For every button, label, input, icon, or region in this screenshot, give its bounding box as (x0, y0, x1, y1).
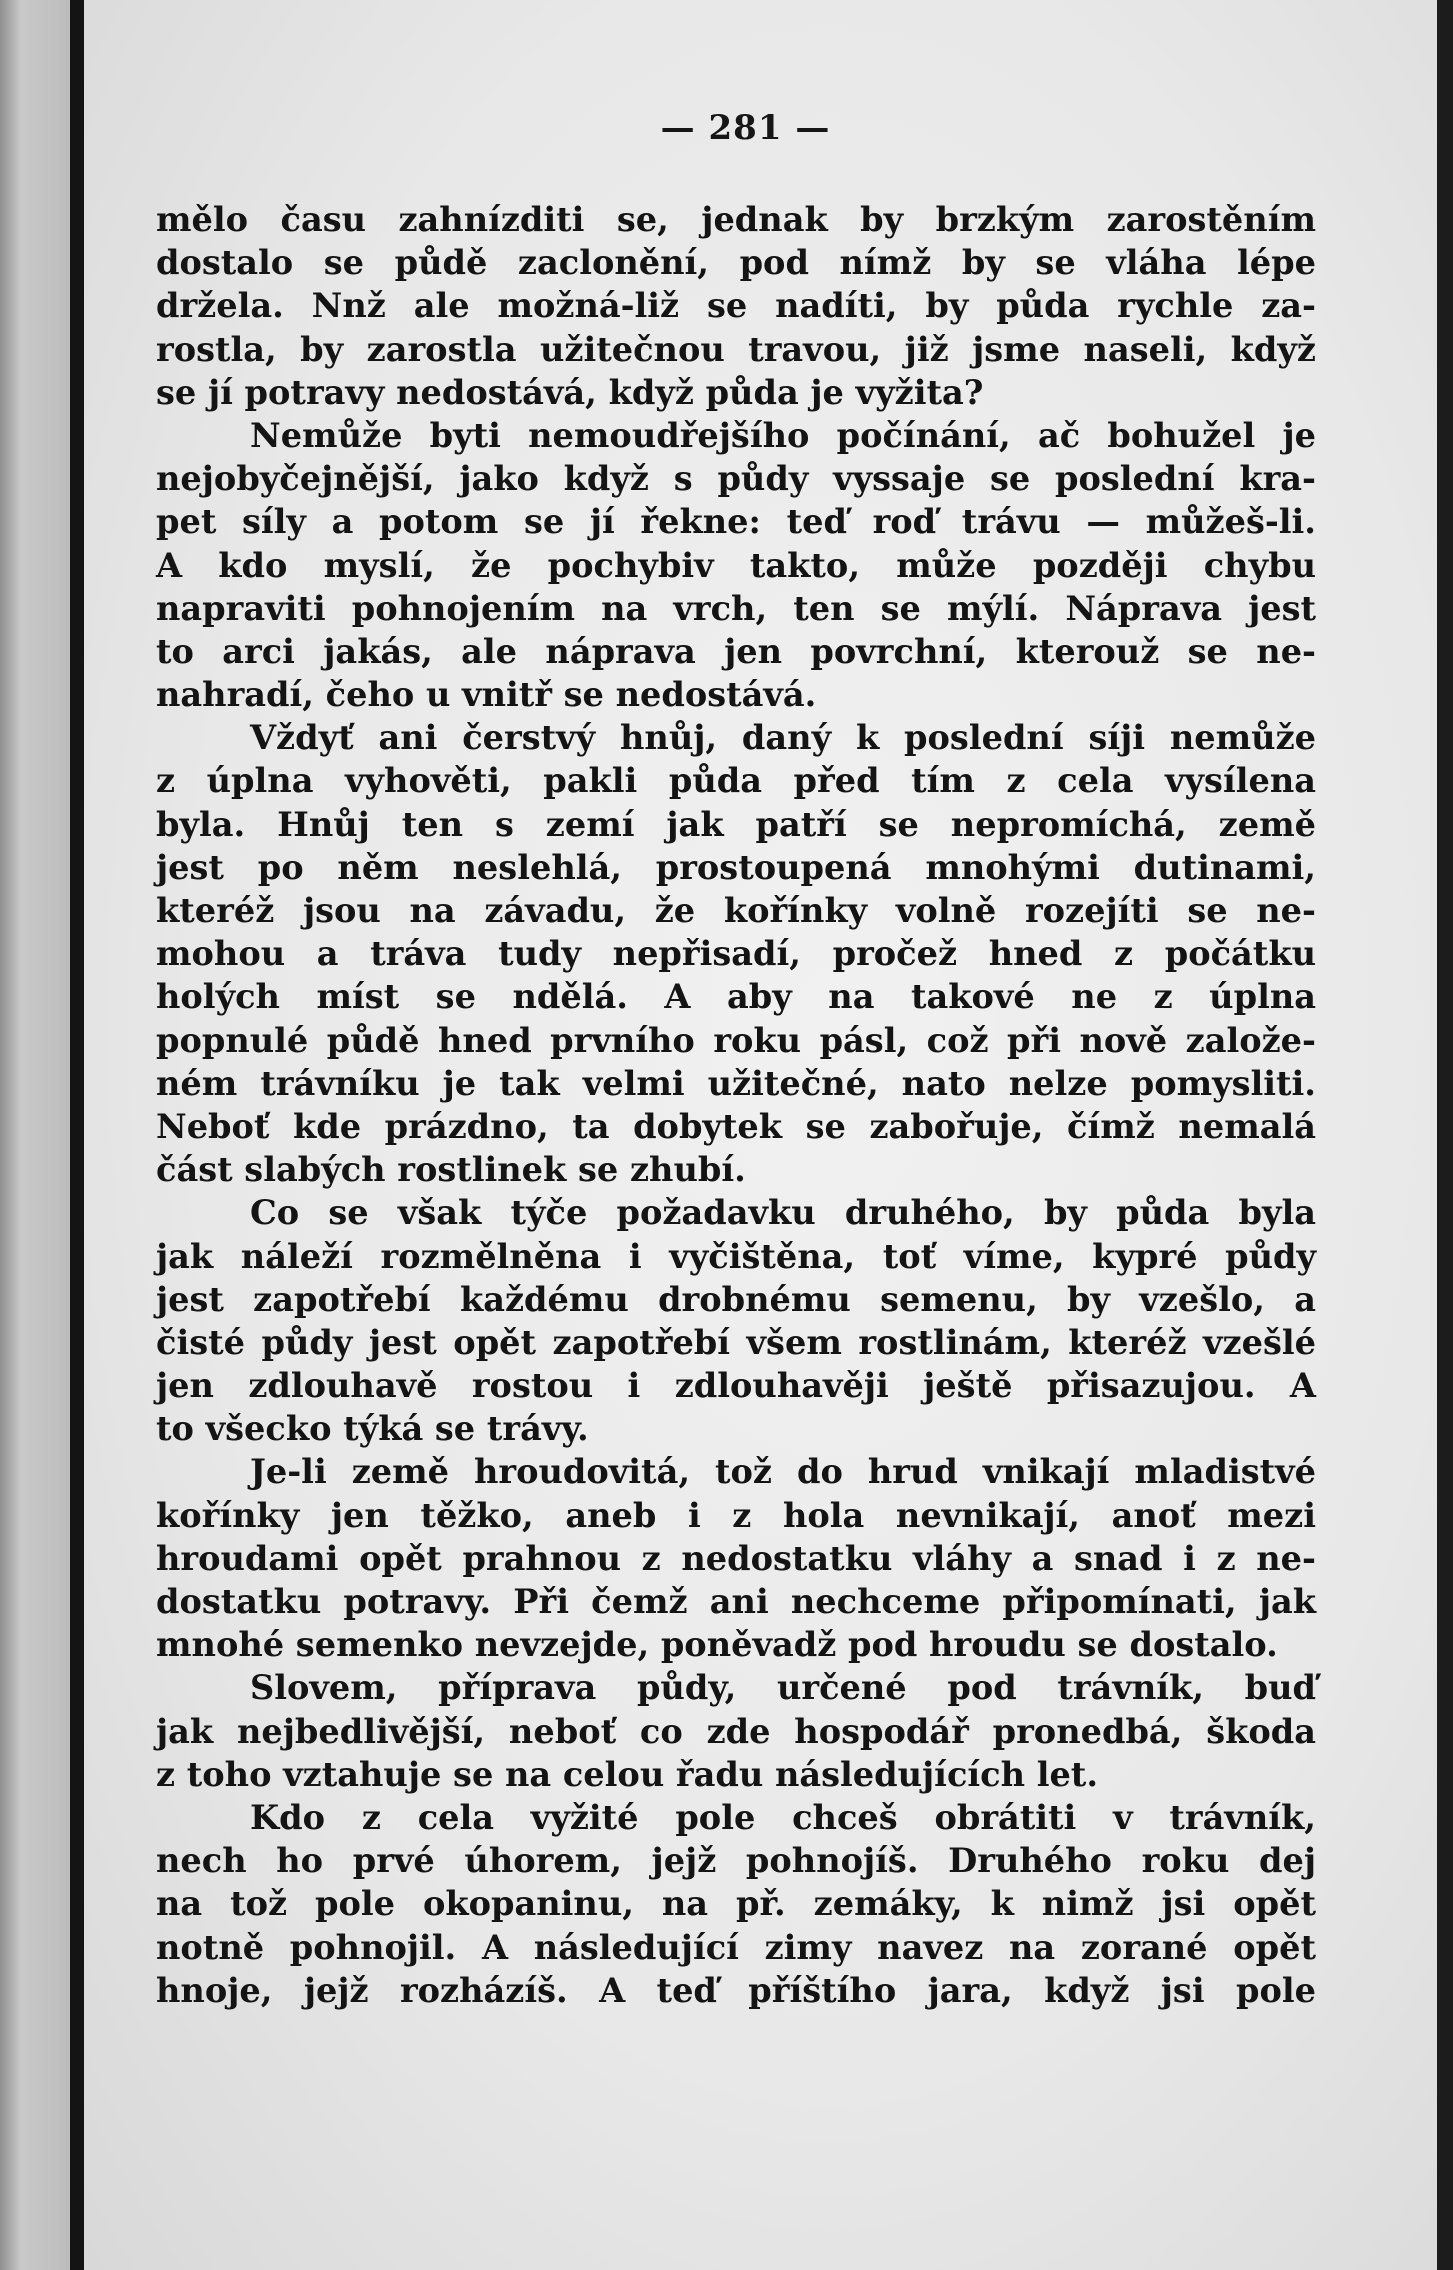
text-line: hroudami opět prahnou z nedostatku vláhy a snad i z ne- (156, 1537, 1316, 1578)
previous-page-edge (0, 0, 70, 2270)
text-line: jest zapotřebí každému drobnému semenu, by vzešlo, a (156, 1278, 1316, 1319)
page-number: — 281 — (660, 108, 831, 148)
text-line: se jí potravy nedostává, když půda je vyžita? (156, 371, 984, 412)
text-line: kořínky jen těžko, aneb i z hola nevnikají, anoť mezi (156, 1494, 1316, 1535)
text-line: to všecko týká se trávy. (156, 1408, 589, 1449)
text-line: rostla, by zarostla užitečnou travou, již jsme naseli, když (156, 328, 1316, 369)
text-line: nejobyčejnější, jako když s půdy vyssaje se poslední kra- (156, 458, 1316, 499)
text-line: mnohé semenko nevzejde, poněvadž pod hroudu se dostalo. (156, 1624, 1278, 1665)
text-line: mohou a tráva tudy nepřisadí, pročež hned z počátku (156, 933, 1316, 974)
text-line: dostalo se půdě zaclonění, pod nímž by se vláha lépe (156, 242, 1316, 283)
text-line: Vždyť ani čerstvý hnůj, daný k poslední síji nemůže (250, 717, 1316, 758)
text-line: Je-li země hroudovitá, tož do hrud vnikají mladistvé (250, 1451, 1316, 1492)
text-line: napraviti pohnojením na vrch, ten se mýlí. Náprava jest (156, 587, 1316, 628)
text-line: Nemůže byti nemoudřejšího počínání, ač bohužel je (250, 414, 1316, 455)
text-line: nahradí, čeho u vnitř se nedostává. (156, 674, 817, 715)
text-line: část slabých rostlinek se zhubí. (156, 1149, 746, 1190)
text-line: jak nejbedlivější, neboť co zde hospodář pronedbá, škoda (156, 1710, 1316, 1751)
text-line: jest po něm neslehlá, prostoupená mnohými dutinami, (156, 846, 1316, 887)
text-line: A kdo myslí, že pochybiv takto, může později chybu (156, 544, 1316, 585)
text-line: z úplna vyhověti, pakli půda před tím z cela vysílena (156, 760, 1316, 801)
text-line: čisté půdy jest opět zapotřebí všem rostlinám, kteréž vzešlé (156, 1321, 1316, 1362)
text-line: Co se však týče požadavku druhého, by půda byla (250, 1192, 1316, 1233)
body-text (156, 198, 1316, 2012)
text-line: držela. Nnž ale možná-liž se nadíti, by půda rychle za- (156, 285, 1316, 326)
text-line: hnoje, jejž rozházíš. A teď příštího jara, když jsi pole (156, 1969, 1316, 2010)
text-line: popnulé půdě hned prvního roku pásl, což při nově založe- (156, 1019, 1316, 1060)
text-line: holých míst se ndělá. A aby na takové ne z úplna (156, 976, 1316, 1017)
text-line: byla. Hnůj ten s zemí jak patří se nepromíchá, země (156, 803, 1316, 844)
text-line: Slovem, příprava půdy, určené pod trávník, buď (250, 1667, 1316, 1708)
text-line: kteréž jsou na závadu, že kořínky volně rozejíti se ne- (156, 890, 1316, 930)
text-line: dostatku potravy. Při čemž ani nechceme připomínati, jak (156, 1581, 1316, 1621)
text-line: Neboť kde prázdno, ta dobytek se zabořuje, čímž nemalá (156, 1105, 1316, 1146)
page (84, 0, 1437, 2270)
text-line: nech ho prvé úhorem, jejž pohnojíš. Druhého roku dej (156, 1840, 1316, 1881)
text-line: to arci jakás, ale náprava jen povrchní, kterouž se ne- (156, 630, 1316, 671)
text-line: pet síly a potom se jí řekne: teď roď trávu — můžeš-li. (156, 501, 1316, 542)
text-line: ném trávníku je tak velmi užitečné, nato nelze pomysliti. (156, 1062, 1316, 1103)
text-line: jen zdlouhavě rostou i zdlouhavěji ještě přisazujou. A (156, 1365, 1316, 1406)
book-gutter (70, 0, 84, 2270)
text-line: mělo času zahnízditi se, jednak by brzkým zarostěním (156, 199, 1316, 239)
text-line: jak náleží rozmělněna i vyčištěna, toť víme, kypré půdy (156, 1235, 1316, 1276)
text-line: na tož pole okopaninu, na př. zemáky, k nimž jsi opět (156, 1883, 1316, 1924)
right-page-edge (1437, 0, 1453, 2270)
text-line: notně pohnojil. A následující zimy navez na zorané opět (156, 1926, 1316, 1967)
text-line: z toho vztahuje se na celou řadu následujících let. (156, 1753, 1099, 1794)
text-line: Kdo z cela vyžité pole chceš obrátiti v trávník, (250, 1796, 1316, 1837)
